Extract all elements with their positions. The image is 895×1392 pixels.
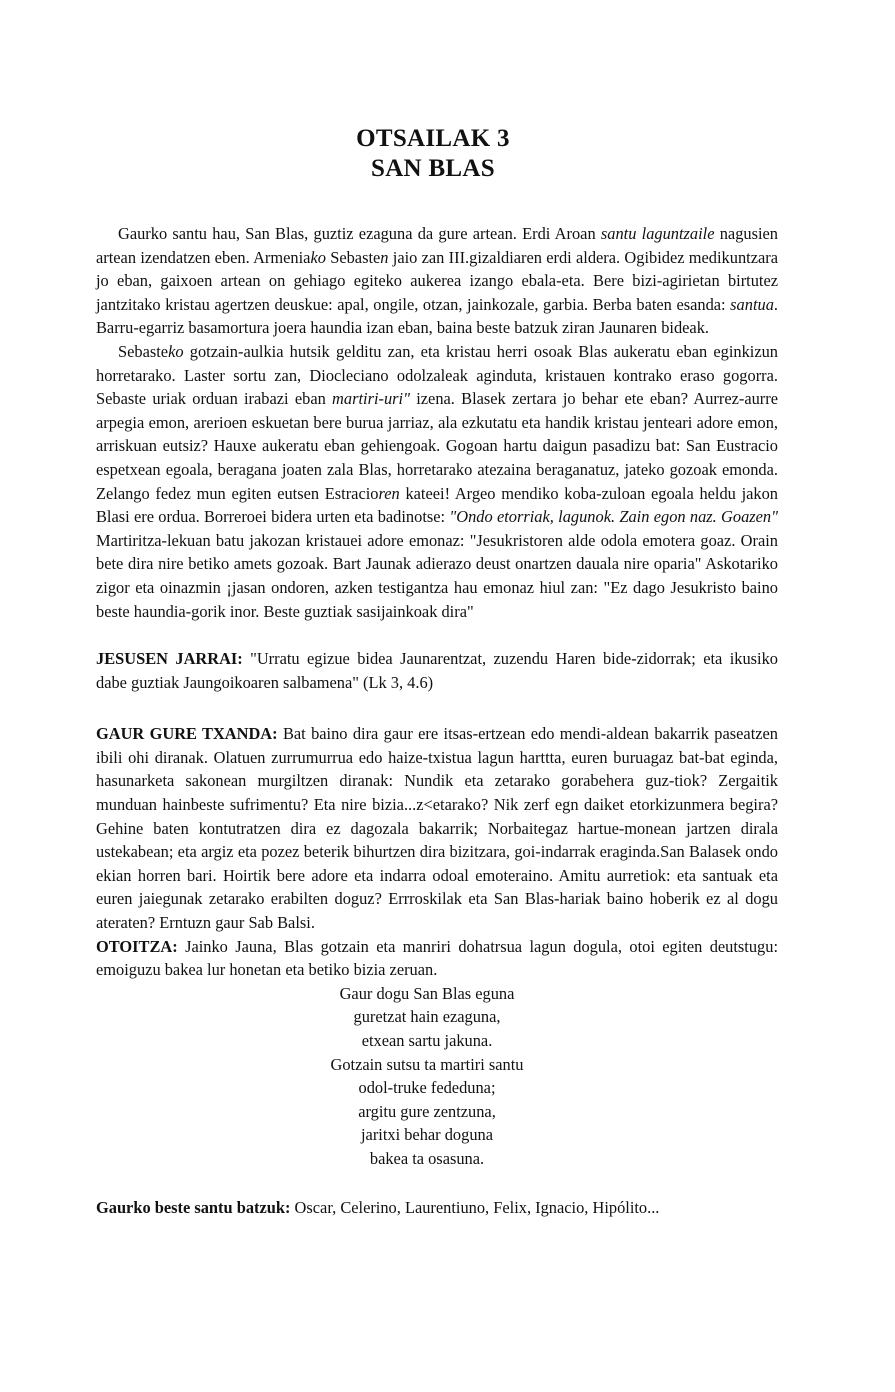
italic-text-run: santua	[730, 294, 774, 314]
gaur-gure-txanda-text: Bat baino dira gaur ere itsas-ertzean edo mendi-aldean bakarrik paseatzen ibili ohi diranak. Olatuen zurrumurrua edo haize-txistua lagun harttta, euren buruagaz bat-bat eginda, hasunarketa sakonean murgiltzen diranak: Nundik eta zetarako gorabehera guz-tiok? Zergaitik munduan hainbeste sufrimentu? Eta nire bizia...z<etarako? Nik zerf egn daiket etorkizunmera begira? Gehine baten kontutratzen dira ez dagozala bakarrik; Norbaitegaz hartue-monean jartzen dirala ustekabean; eta argiz eta pozez beterik bihurtzen dira bizitzara, goi-indarrak eraginda.San Balasek ondo ekian horren bari. Hoirtik bere adore eta indarra odoal emoteraino. Amitu aurretiok: eta santuak eta euren jaiegunak zetarako erabilten doguz? Errroskilak eta San Blas-hariak baino hoberik ez al dogu ateraten? Erntuzn gaur Sab Balsi.	[96, 724, 778, 933]
other-saints-text: Oscar, Celerino, Laurentiuno, Felix, Ignacio, Hipólito...	[290, 1197, 660, 1217]
intro-paragraph-2	[96, 340, 778, 623]
poem	[76, 982, 778, 1171]
poem-line: guretzat hain ezaguna,	[353, 1007, 501, 1027]
italic-text-run: ren	[378, 483, 400, 503]
text-run: izena. Blasek zertara jo behar ete eban? Aurrez-aurre arpegia emon, arerioen eskuetan bere burua jarriaz, ala ezkutatu eta handik kristau jenteari adore emon, arriskuan eutsiz? Hauxe aukeratu eban gehiengoak. Gogoan hartu daigun pasadizu bat: San Eustracio espetxean egoala, beragana joaten zala Blas, horretarako atezaina beraganatuz, jateko gozoak emonda. Zelango fedez mun egiten eutsen Estracio	[96, 389, 778, 503]
text-run: Sebaste	[118, 341, 169, 361]
text-run: Sebaste	[325, 247, 381, 267]
text-run: gotzain-aulkia hutsik gelditu zan, eta kristau herri osoak Blas aukeratu eban eginkizun horretarako. Laster sortu zan, Diocleciano odolzaleak aginduta, kristauen kontrako eraso gogorra. Sebaste uriak orduan irabazi eban	[96, 341, 778, 409]
italic-text-run: ko	[168, 341, 184, 361]
other-saints-label: Gaurko beste santu batzuk:	[96, 1197, 291, 1217]
italic-text-run: ko	[310, 247, 326, 267]
jesusen-jarrai-text: "Urratu egizue bidea Jaunarentzat, zuzendu Haren bide-zidorrak; eta ikusiko dabe guztiak Jaungoikoaren salbamena" (Lk 3, 4.6)	[96, 649, 778, 692]
other-saints-paragraph	[96, 1196, 778, 1220]
jesusen-jarrai-paragraph	[96, 647, 778, 694]
otoitza-paragraph	[96, 935, 778, 982]
gaur-gure-txanda-label: GAUR GURE TXANDA:	[96, 724, 278, 744]
title-block	[96, 124, 778, 184]
text-run: kateei! Argeo mendiko koba-zuloan egoala heldu jakon Blasi ere ordua. Borreroei bidera urten eta badinotse:	[96, 483, 778, 527]
intro-paragraph-1	[96, 222, 778, 340]
document-page	[96, 124, 778, 1219]
text-run: jaio zan III.gizaldiaren erdi aldera. Ogibidez medikuntzara jo eban, gaixoen artean on gehiago egiteko aukerea izango ebala-eta. Bere bizi-agirietan birtutez jantzitako kristau agertzen deuskue: apal, ongile, otzan, jainkozale, garbia. Berba baten esanda:	[96, 247, 778, 314]
italic-text-run: martiri-uri"	[332, 389, 410, 409]
text-run: Martiritza-lekuan batu jakozan kristauei adore emonaz: "Jesukristoren alde odola emotera goaz. Orain bete dira nire betiko amets gozoak. Bart Jaunak adierazo deust onartzen dauala nire oparia" Askotariko zigor eta oinazmin ¡jasan ondoren, azken testigantza hau emonaz hiul zan: "Ez dago Jesukristo baino beste haundia-gorik inor. Beste guztiak sasijainkoak dira"	[96, 530, 778, 621]
poem-line: Gotzain sutsu ta martiri santu	[330, 1054, 524, 1074]
gaur-gure-txanda-paragraph	[96, 722, 778, 934]
text-run: nagusien artean izendatzen eben. Armenia	[96, 224, 778, 267]
poem-line: odol-truke fededuna;	[358, 1078, 496, 1098]
text-run: Gaurko santu hau, San Blas, guztiz ezaguna da gure artean. Erdi Aroan	[118, 224, 601, 243]
saint-title: SAN BLAS	[371, 155, 495, 182]
otoitza-label: OTOITZA:	[96, 936, 178, 956]
text-run: . Barru-egarriz basamortura joera haundia izan eban, baina beste batzuk ziran Jaunaren bideak.	[96, 294, 778, 338]
poem-line: argitu gure zentzuna,	[358, 1101, 496, 1121]
date-title: OTSAILAK 3	[356, 125, 510, 152]
poem-line: jaritxi behar doguna	[361, 1125, 493, 1145]
jesusen-jarrai-label: JESUSEN JARRAI:	[96, 649, 243, 669]
poem-line: etxean sartu jakuna.	[361, 1031, 493, 1050]
otoitza-text: Jainko Jauna, Blas gotzain eta manriri dohatrsua lagun dogula, otoi egiten deutstugu: emoiguzu bakea lur honetan eta betiko bizia zeruan.	[96, 936, 778, 980]
poem-line: bakea ta osasuna.	[369, 1148, 485, 1168]
italic-text-run: n	[380, 247, 389, 267]
italic-text-run: "Ondo etorriak, lagunok. Zain egon naz. Goazen"	[449, 507, 778, 527]
italic-text-run: santu laguntzaile	[600, 224, 715, 243]
poem-line: Gaur dogu San Blas eguna	[339, 983, 515, 1003]
